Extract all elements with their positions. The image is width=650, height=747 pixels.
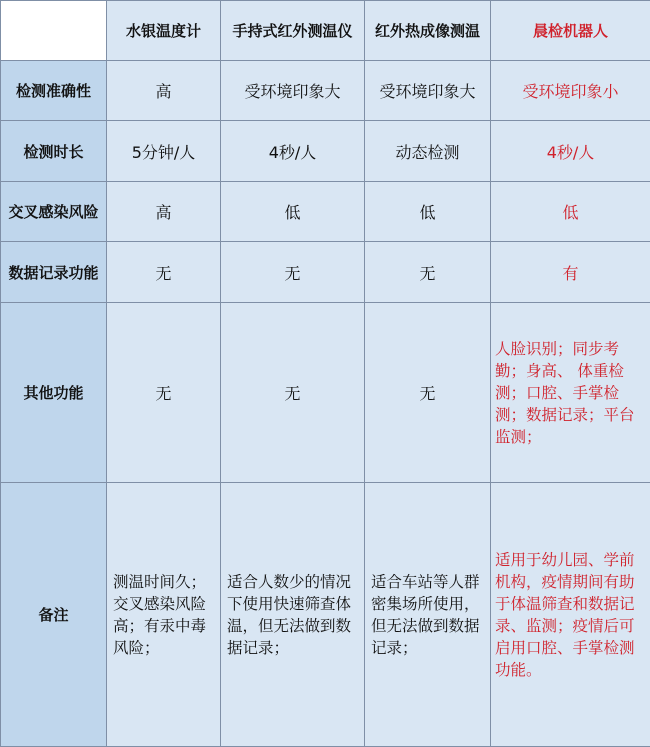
table-cell: 无 — [221, 303, 365, 483]
table-cell: 适合车站等人群密集场所使用，但无法做到数据记录； — [365, 483, 491, 747]
row-header: 备注 — [1, 483, 107, 747]
table-row — [1, 242, 650, 303]
table-cell: 高 — [107, 61, 221, 121]
table-row — [1, 121, 650, 182]
table-cell: 无 — [107, 242, 221, 303]
table-cell: 无 — [107, 303, 221, 483]
table-cell: 低 — [221, 182, 365, 242]
table-cell: 高 — [107, 182, 221, 242]
table-cell: 测温时间久；交叉感染风险高；有汞中毒风险； — [107, 483, 221, 747]
column-header-thermal-imaging: 红外热成像测温 — [365, 1, 491, 61]
table-cell: 动态检测 — [365, 121, 491, 182]
header-row — [1, 1, 650, 61]
column-header-handheld-infrared: 手持式红外测温仪 — [221, 1, 365, 61]
table-cell: 无 — [365, 303, 491, 483]
table-cell-highlight: 低 — [491, 182, 650, 242]
row-header: 检测准确性 — [1, 61, 107, 121]
row-header: 交叉感染风险 — [1, 182, 107, 242]
table-cell: 无 — [365, 242, 491, 303]
column-header-robot: 晨检机器人 — [491, 1, 650, 61]
table-cell-highlight: 4秒/人 — [491, 121, 650, 182]
table-row — [1, 61, 650, 121]
table-cell-highlight: 受环境印象小 — [491, 61, 650, 121]
table-cell: 低 — [365, 182, 491, 242]
corner-cell — [1, 1, 107, 61]
table-cell-highlight: 人脸识别；同步考勤；身高、 体重检测；口腔、手掌检测；数据记录；平台监测； — [491, 303, 650, 483]
table-row — [1, 182, 650, 242]
table-cell: 无 — [221, 242, 365, 303]
table-cell: 4秒/人 — [221, 121, 365, 182]
column-header-mercury-thermometer: 水银温度计 — [107, 1, 221, 61]
table-row — [1, 303, 650, 483]
row-header: 数据记录功能 — [1, 242, 107, 303]
row-header: 其他功能 — [1, 303, 107, 483]
table-cell: 受环境印象大 — [221, 61, 365, 121]
row-header: 检测时长 — [1, 121, 107, 182]
table-cell: 受环境印象大 — [365, 61, 491, 121]
table-cell-highlight: 适用于幼儿园、学前机构，疫情期间有助于体温筛查和数据记录、监测；疫情后可启用口腔、手掌检测功能。 — [491, 483, 650, 747]
table-cell: 5分钟/人 — [107, 121, 221, 182]
table-row — [1, 483, 650, 747]
table-cell: 适合人数少的情况下使用快速筛查体温，但无法做到数据记录； — [221, 483, 365, 747]
table-cell-highlight: 有 — [491, 242, 650, 303]
